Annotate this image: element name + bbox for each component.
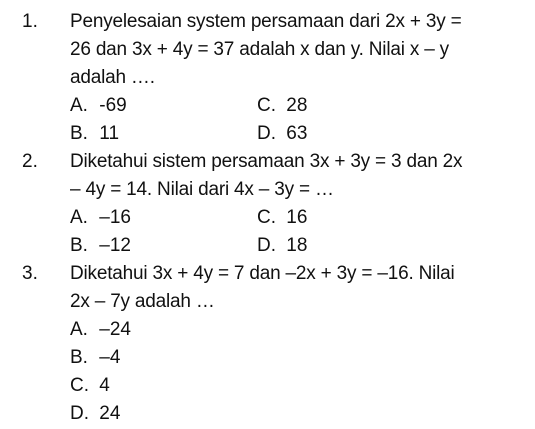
option-value: –12 bbox=[99, 235, 131, 256]
option-value: 24 bbox=[99, 403, 121, 424]
option-d[interactable] bbox=[257, 120, 307, 148]
question-text bbox=[70, 260, 510, 316]
option-c[interactable] bbox=[70, 372, 110, 400]
question-number: 1. bbox=[22, 11, 38, 32]
option-letter: B. bbox=[70, 123, 88, 144]
option-letter: D. bbox=[257, 235, 276, 256]
question-line: Diketahui sistem persamaan 3x + 3y = 3 dan 2x bbox=[70, 151, 463, 172]
option-letter: A. bbox=[70, 95, 88, 116]
option-letter: C. bbox=[257, 207, 276, 228]
question-text bbox=[70, 148, 510, 204]
question-line: Diketahui 3x + 4y = 7 dan –2x + 3y = –16. Nilai bbox=[70, 263, 455, 284]
question-number: 2. bbox=[22, 151, 38, 172]
option-value: –24 bbox=[99, 319, 131, 340]
option-value: 63 bbox=[286, 123, 308, 144]
question-line: – 4y = 14. Nilai dari 4x – 3y = … bbox=[70, 179, 334, 200]
option-c[interactable] bbox=[257, 92, 307, 120]
option-value: 28 bbox=[286, 95, 308, 116]
option-b[interactable] bbox=[70, 344, 120, 372]
question-line: Penyelesaian system persamaan dari 2x + 3y = bbox=[70, 11, 462, 32]
option-b[interactable] bbox=[70, 120, 119, 148]
option-letter: D. bbox=[257, 123, 276, 144]
option-value: 4 bbox=[99, 375, 110, 396]
option-a[interactable] bbox=[70, 92, 127, 120]
option-d[interactable] bbox=[257, 232, 307, 260]
question-text bbox=[70, 8, 510, 92]
option-letter: B. bbox=[70, 347, 88, 368]
option-letter: A. bbox=[70, 319, 88, 340]
option-value: 16 bbox=[286, 207, 308, 228]
question-line: 26 dan 3x + 4y = 37 adalah x dan y. Nilai x – y bbox=[70, 39, 449, 60]
option-letter: C. bbox=[257, 95, 276, 116]
option-c[interactable] bbox=[257, 204, 307, 232]
option-value: 18 bbox=[286, 235, 308, 256]
option-d[interactable] bbox=[70, 400, 120, 428]
option-letter: A. bbox=[70, 207, 88, 228]
option-value: –4 bbox=[99, 347, 121, 368]
option-a[interactable] bbox=[70, 316, 131, 344]
option-b[interactable] bbox=[70, 232, 131, 260]
option-letter: B. bbox=[70, 235, 88, 256]
option-letter: C. bbox=[70, 375, 89, 396]
option-letter: D. bbox=[70, 403, 89, 424]
question-line: adalah …. bbox=[70, 67, 155, 88]
option-a[interactable] bbox=[70, 204, 131, 232]
option-value: 11 bbox=[99, 123, 120, 144]
question-number: 3. bbox=[22, 263, 38, 284]
option-value: –16 bbox=[99, 207, 131, 228]
question-line: 2x – 7y adalah … bbox=[70, 291, 215, 312]
option-value: -69 bbox=[99, 95, 127, 116]
